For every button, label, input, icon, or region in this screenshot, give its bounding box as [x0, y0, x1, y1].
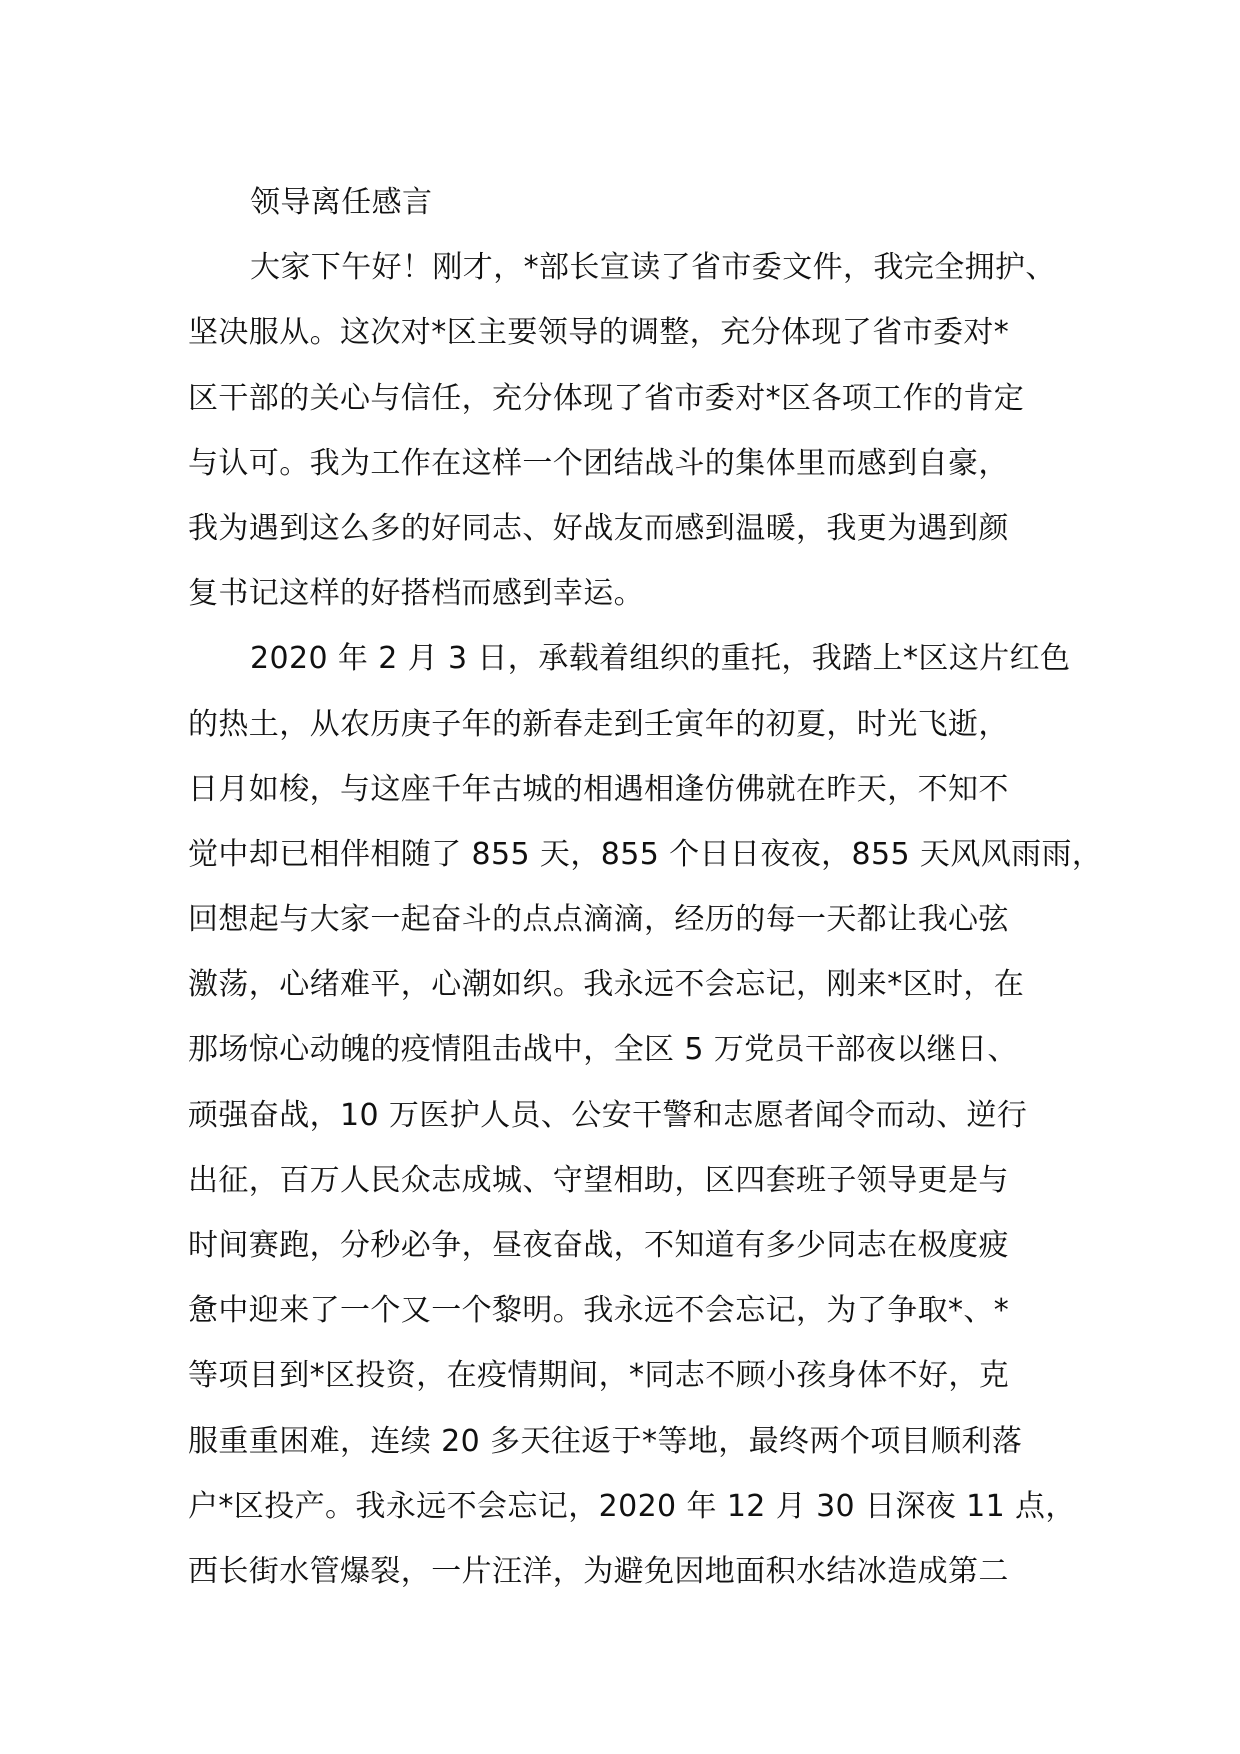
paragraph-line: 坚决服从。这次对*区主要领导的调整，充分体现了省市委对*	[188, 315, 1010, 351]
paragraph-line: 复书记这样的好搭档而感到幸运。	[188, 576, 644, 612]
paragraph-line: 的热土，从农历庚子年的新春走到壬寅年的初夏，时光飞逝，	[188, 706, 1009, 742]
paragraph-1	[188, 235, 1088, 626]
paragraph-line: 2020 年 2 月 3 日，承载着组织的重托，我踏上*区这片红色	[250, 641, 1071, 677]
document-title: 领导离任感言	[250, 185, 433, 220]
paragraph-line: 户*区投产。我永远不会忘记，2020 年 12 月 30 日深夜 11 点，	[188, 1488, 1076, 1524]
paragraph-line: 日月如梭，与这座千年古城的相遇相逢仿佛就在昨天，不知不	[188, 771, 1009, 807]
paragraph-line: 等项目到*区投资，在疫情期间，*同志不顾小孩身体不好，克	[188, 1358, 1010, 1394]
paragraph-line: 激荡，心绪难平，心潮如织。我永远不会忘记，刚来*区时，在	[188, 967, 1025, 1003]
paragraph-line: 西长街水管爆裂，一片汪洋，为避免因地面积水结冰造成第二	[188, 1553, 1009, 1589]
paragraph-line: 那场惊心动魄的疫情阻击战中，全区 5 万党员干部夜以继日、	[188, 1032, 1018, 1068]
document-body	[188, 170, 1103, 1604]
paragraph-line: 大家下午好！刚才，*部长宣读了省市委文件，我完全拥护、	[250, 250, 1056, 286]
paragraph-line: 顽强奋战，10 万医护人员、公安干警和志愿者闻令而动、逆行	[188, 1097, 1028, 1133]
paragraph-line: 区干部的关心与信任，充分体现了省市委对*区各项工作的肯定	[188, 380, 1025, 416]
paragraph-line: 惫中迎来了一个又一个黎明。我永远不会忘记，为了争取*、*	[188, 1293, 1010, 1329]
paragraph-line: 时间赛跑，分秒必争，昼夜奋战，不知道有多少同志在极度疲	[188, 1228, 1009, 1263]
paragraph-line: 与认可。我为工作在这样一个团结战斗的集体里而感到自豪，	[188, 445, 1009, 481]
paragraph-line: 服重重困难，连续 20 多天往返于*等地，最终两个项目顺利落	[188, 1423, 1023, 1459]
paragraph-2	[188, 626, 1103, 1604]
paragraph-line: 出征，百万人民众志成城、守望相助，区四套班子领导更是与	[188, 1162, 1009, 1198]
paragraph-line: 我为遇到这么多的好同志、好战友而感到温暖，我更为遇到颜	[188, 510, 1009, 546]
paragraph-line: 觉中却已相伴相随了 855 天，855 个日日夜夜，855 天风风雨雨，	[188, 836, 1103, 872]
paragraph-line: 回想起与大家一起奋斗的点点滴滴，经历的每一天都让我心弦	[188, 902, 1009, 938]
